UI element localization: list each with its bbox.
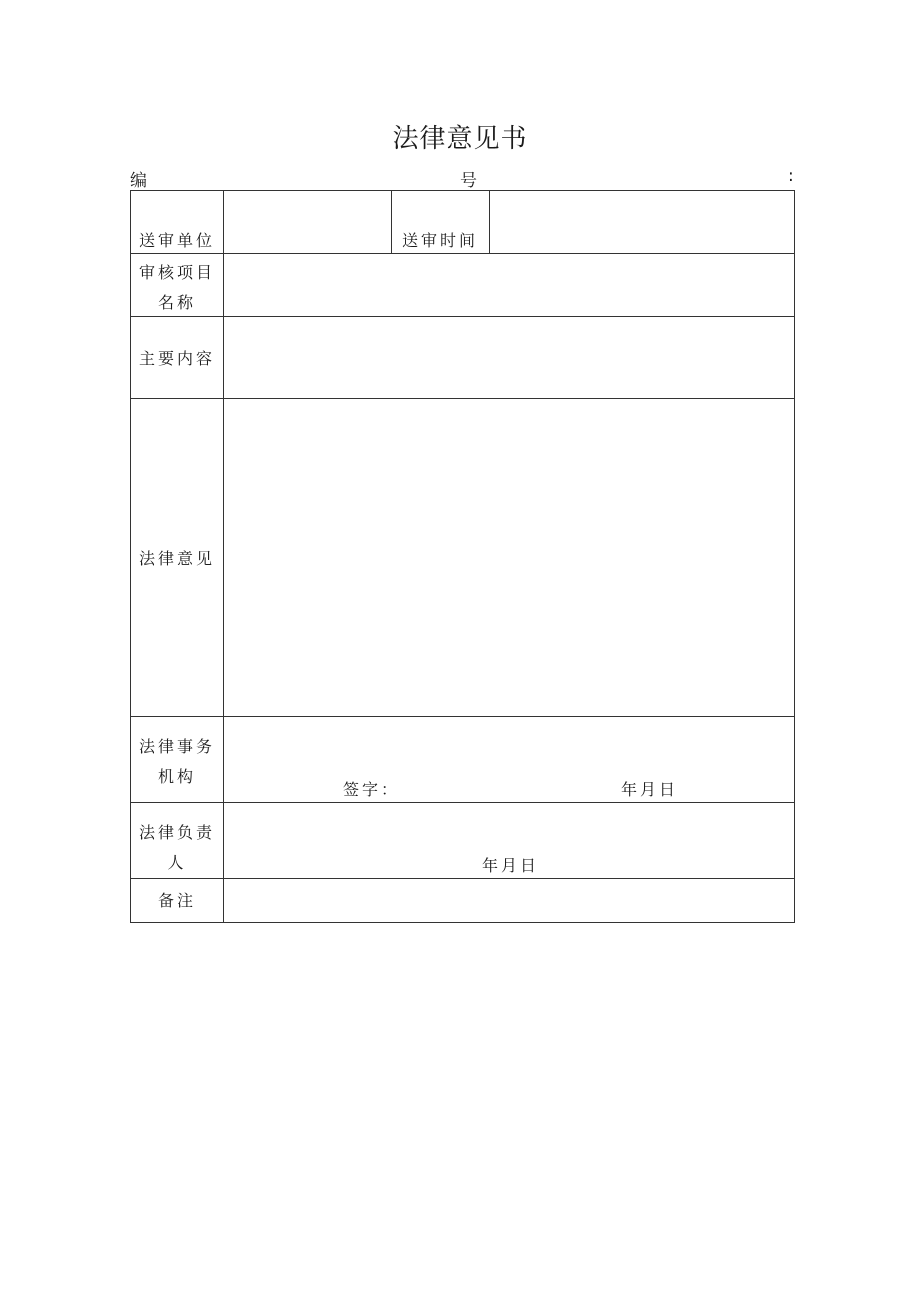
main-content-field[interactable]: [223, 318, 794, 397]
number-label-colon: :: [788, 166, 794, 186]
project-name-label-line1: 审核项目: [138, 263, 215, 282]
legal-opinion-field[interactable]: [223, 400, 794, 715]
row-divider: [131, 878, 794, 879]
submit-time-label: 送审时间: [401, 231, 478, 250]
legal-head-label-line2: 人: [167, 853, 187, 872]
submit-unit-field[interactable]: [223, 193, 391, 251]
main-content-label: 主要内容: [138, 349, 215, 368]
signature-label: 签字：: [343, 780, 401, 799]
submit-time-field[interactable]: [489, 193, 794, 251]
legal-opinion-form: [130, 190, 795, 923]
number-label-left: 编: [130, 171, 147, 191]
submit-unit-label: 送审单位: [138, 231, 215, 250]
remarks-field[interactable]: [223, 880, 794, 920]
project-name-field[interactable]: [223, 255, 794, 315]
project-name-label-line2: 名称: [157, 293, 196, 312]
legal-head-date-label: 年月日: [482, 856, 540, 875]
row-divider: [131, 316, 794, 317]
legal-opinion-label: 法律意见: [138, 549, 215, 568]
row-divider: [131, 398, 794, 399]
document-title: 法律意见书: [392, 124, 528, 154]
legal-head-label-line1: 法律负责: [138, 823, 215, 842]
row-divider: [131, 802, 794, 803]
law-firm-date-label: 年月日: [621, 780, 679, 799]
number-label-mid: 号: [460, 171, 477, 191]
law-firm-label-line1: 法律事务: [138, 737, 215, 756]
row-divider: [131, 716, 794, 717]
law-firm-label-line2: 机构: [157, 767, 196, 786]
remarks-label: 备注: [157, 891, 196, 910]
